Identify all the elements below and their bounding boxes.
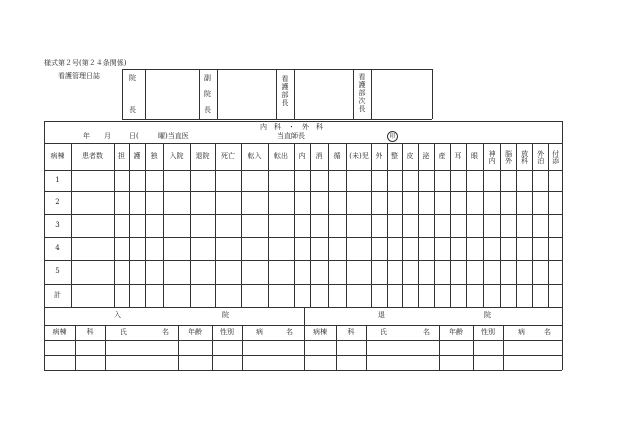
header-internal: 内 — [298, 151, 306, 160]
header-patients: 患者数 — [82, 151, 103, 160]
header-ward: 病棟 — [50, 151, 65, 160]
date-weekday-doctor: 曜)当直医 — [158, 132, 189, 140]
header-ophthalmology: 眼 — [471, 151, 478, 160]
discharge-header-name-family: 氏 — [380, 328, 387, 336]
discharge-header-disease-left: 病 — [518, 328, 525, 336]
discharge-header-name-given: 名 — [423, 328, 430, 336]
header-tan: 担 — [118, 151, 125, 160]
header-death: 死亡 — [221, 151, 235, 160]
discharge-header-disease-right: 名 — [544, 328, 551, 336]
header-orthopedic: 整 — [391, 151, 398, 160]
date-month: 月 — [104, 132, 111, 140]
header-transfer-out: 転出 — [274, 151, 288, 160]
header-surgery: 外 — [375, 151, 383, 160]
approval-label-vice-top: 副 — [204, 74, 211, 82]
row-label-2: 2 — [55, 197, 60, 206]
discharge-header-age: 年齢 — [449, 327, 463, 336]
header-ent: 耳 — [454, 151, 462, 160]
row-label-5: 5 — [55, 267, 60, 276]
discharge-header-ward: 病棟 — [313, 327, 327, 336]
row-label-1: 1 — [55, 175, 60, 184]
header-digestive: 消 — [315, 151, 323, 160]
header-admission: 入院 — [169, 151, 184, 160]
admission-title-left: 入 — [114, 311, 121, 319]
seal-icon — [387, 131, 398, 142]
header-dermatology: 皮 — [406, 151, 414, 160]
approval-label-vice-bottom: 長 — [204, 106, 211, 114]
seal-text: 印 — [389, 132, 396, 140]
header-doku: 独 — [150, 151, 158, 160]
header-overnight-leave: 外泊 — [536, 149, 545, 164]
header-go: 護 — [133, 151, 141, 160]
discharge-header-dept: 科 — [347, 327, 355, 336]
admission-header-name-family: 氏 — [120, 328, 127, 336]
approval-label-nursing-director: 看護部長 — [281, 75, 289, 107]
admission-header-age: 年齢 — [188, 327, 202, 336]
header-transfer-in: 転入 — [247, 151, 262, 160]
discharge-title-left: 退 — [378, 311, 385, 319]
discharge-header-sex: 性別 — [481, 327, 495, 336]
date-year: 年 — [83, 132, 90, 140]
form-number: 様式第２号(第２４条関係) — [44, 59, 127, 67]
approval-label-nursing-deputy: 看護部次長 — [358, 73, 366, 113]
approval-label-director-top: 院 — [129, 74, 136, 82]
header-urology: 泌 — [422, 151, 430, 160]
header-discharge: 退院 — [195, 151, 210, 160]
header-circulatory: 循 — [333, 151, 341, 160]
admission-header-dept: 科 — [86, 327, 94, 336]
header-obstetrics: 産 — [438, 151, 446, 160]
admission-title-right: 院 — [222, 311, 229, 319]
department-line: 内 科 ・ 外 科 — [260, 123, 323, 131]
admission-header-name-given: 名 — [162, 328, 169, 336]
admission-header-disease-left: 病 — [256, 328, 263, 336]
admission-header-ward: 病棟 — [52, 327, 67, 336]
header-radiology: 放科 — [520, 149, 529, 164]
row-label-4: 4 — [55, 243, 60, 252]
admission-header-disease-right: 名 — [286, 328, 293, 336]
date-day: 日( — [129, 132, 139, 140]
header-pediatric: (未)児 — [349, 151, 369, 160]
row-label-total: 計 — [54, 290, 61, 299]
head-nurse-label: 当直師長 — [277, 132, 305, 140]
header-neurosurgery: 脳外 — [504, 149, 513, 164]
admission-header-sex: 性別 — [220, 327, 234, 336]
row-label-3: 3 — [55, 220, 60, 229]
approval-label-director-bottom: 長 — [129, 106, 136, 114]
header-attendant: 付添 — [551, 149, 560, 164]
header-neurology: 神内 — [488, 149, 497, 164]
form-title: 看護管理日誌 — [58, 72, 100, 80]
approval-label-vice-mid: 院 — [204, 90, 211, 98]
discharge-title-right: 院 — [484, 311, 491, 319]
